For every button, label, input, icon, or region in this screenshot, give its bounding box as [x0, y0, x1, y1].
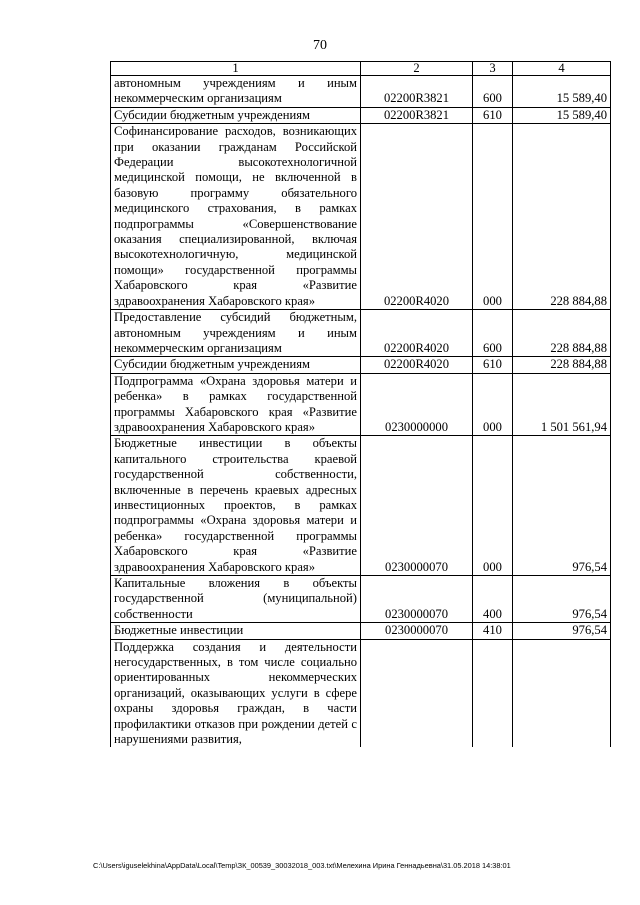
- table-row: [111, 76, 611, 108]
- row-description: Предоставление субсидий бюджетным, автономным учреждениям и иным некоммерческим организациям: [111, 310, 361, 357]
- row-description: Бюджетные инвестиции: [111, 623, 361, 639]
- row-expense-type: 400: [473, 576, 513, 623]
- table-row: [111, 124, 611, 310]
- row-expense-type: 600: [473, 310, 513, 357]
- row-expense-type: 000: [473, 124, 513, 310]
- row-amount: 1 501 561,94: [513, 373, 611, 436]
- header-cell-3: 3: [473, 62, 513, 76]
- row-amount: 976,54: [513, 436, 611, 576]
- row-amount: 228 884,88: [513, 124, 611, 310]
- row-expense-type: 600: [473, 76, 513, 108]
- budget-table: [110, 61, 611, 747]
- row-expense-type: 610: [473, 107, 513, 123]
- row-amount: 15 589,40: [513, 76, 611, 108]
- row-amount: 228 884,88: [513, 310, 611, 357]
- row-expense-type: [473, 639, 513, 747]
- page-number: 70: [313, 38, 327, 53]
- row-amount: [513, 639, 611, 747]
- table-row: [111, 623, 611, 639]
- row-code: 02200R3821: [361, 107, 473, 123]
- row-code: 0230000070: [361, 623, 473, 639]
- table-row: [111, 373, 611, 436]
- row-amount: 15 589,40: [513, 107, 611, 123]
- table-row: [111, 639, 611, 747]
- row-code: 0230000070: [361, 576, 473, 623]
- row-description: Подпрограмма «Охрана здоровья матери и ребенка» в рамках государственной программы Хабаровского края «Развитие здравоохранения Хабаровского края»: [111, 373, 361, 436]
- row-code: 02200R4020: [361, 357, 473, 373]
- row-description: Субсидии бюджетным учреждениям: [111, 357, 361, 373]
- row-code: 0230000000: [361, 373, 473, 436]
- table-row: [111, 576, 611, 623]
- row-code: 02200R3821: [361, 76, 473, 108]
- row-code: 02200R4020: [361, 124, 473, 310]
- row-expense-type: 610: [473, 357, 513, 373]
- file-path-footer: C:\Users\iguselekhina\AppData\Local\Temp\ЗК_00539_30032018_003.txt\Мелехина Ирина Геннадьевна\31.05.2018 14:38:01: [93, 861, 511, 870]
- table-row: [111, 107, 611, 123]
- row-expense-type: 000: [473, 373, 513, 436]
- row-description: Субсидии бюджетным учреждениям: [111, 107, 361, 123]
- row-description: Софинансирование расходов, возникающих при оказании гражданам Российской Федерации высокотехнологичной медицинской помощи, не включенной в базовую программу обязательного медицинского страхования, в рамках подпрограммы «Совершенствование оказания специализированной, включая высокотехнологичную, медицинской помощи» государственной программы Хабаровского края «Развитие здравоохранения Хабаровского края»: [111, 124, 361, 310]
- table-header-row: [111, 62, 611, 76]
- header-cell-2: 2: [361, 62, 473, 76]
- row-description: Поддержка создания и деятельности негосударственных, в том числе социально ориентированных некоммерческих организаций, оказывающих услуги в сфере охраны здоровья граждан, в части профилактики отказов при рождении детей с нарушениями развития,: [111, 639, 361, 747]
- row-code: 02200R4020: [361, 310, 473, 357]
- row-code: 0230000070: [361, 436, 473, 576]
- table-row: [111, 310, 611, 357]
- row-expense-type: 000: [473, 436, 513, 576]
- row-description: Бюджетные инвестиции в объекты капитального строительства краевой государственной собственности, включенные в перечень краевых адресных инвестиционных проектов, в рамках подпрограммы «Охрана здоровья матери и ребенка» государственной программы Хабаровского края «Развитие здравоохранения Хабаровского края»: [111, 436, 361, 576]
- row-amount: 228 884,88: [513, 357, 611, 373]
- row-amount: 976,54: [513, 576, 611, 623]
- header-cell-1: 1: [111, 62, 361, 76]
- row-description: Капитальные вложения в объекты государственной (муниципальной) собственности: [111, 576, 361, 623]
- row-description: автономным учреждениям и иным некоммерческим организациям: [111, 76, 361, 108]
- table-row: [111, 436, 611, 576]
- row-amount: 976,54: [513, 623, 611, 639]
- row-expense-type: 410: [473, 623, 513, 639]
- row-code: [361, 639, 473, 747]
- header-cell-4: 4: [513, 62, 611, 76]
- table-row: [111, 357, 611, 373]
